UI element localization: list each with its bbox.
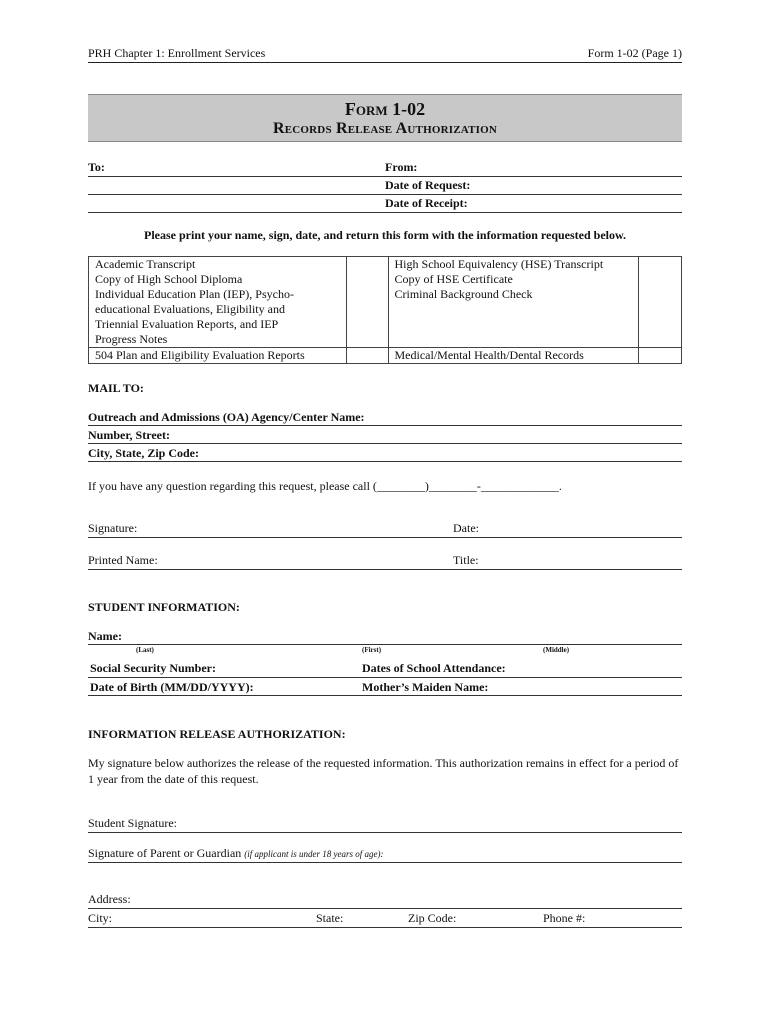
records-checkbox[interactable]: [638, 348, 681, 364]
header-right: Form 1-02 (Page 1): [587, 46, 682, 60]
signature-label: Signature:: [88, 521, 138, 535]
ssn-label: Social Security Number:: [90, 661, 216, 675]
records-checkbox[interactable]: [347, 257, 388, 348]
state-label: State:: [316, 911, 344, 925]
dob-line[interactable]: [88, 695, 682, 696]
city-state-line[interactable]: [88, 927, 682, 928]
records-medical: Medical/Mental Health/Dental Records: [388, 348, 638, 364]
middle-name-hint: (Middle): [543, 646, 570, 654]
city-label: City:: [88, 911, 113, 925]
header-divider: [88, 62, 682, 63]
parent-signature-block: [88, 846, 384, 861]
release-heading: INFORMATION RELEASE AUTHORIZATION:: [88, 727, 346, 741]
table-row: [89, 257, 682, 348]
parent-signature-line[interactable]: [88, 862, 682, 863]
phone-label: Phone #:: [543, 911, 586, 925]
from-line: [88, 176, 682, 177]
maiden-name-label: Mother’s Maiden Name:: [362, 680, 489, 694]
printed-name-line[interactable]: [88, 569, 682, 570]
date-of-request-label: Date of Request:: [385, 178, 471, 192]
signature-line[interactable]: [88, 537, 682, 538]
records-right-group: High School Equivalency (HSE) Transcript Copy of HSE Certificate Criminal Background Check: [388, 257, 638, 348]
from-label: From:: [385, 160, 418, 174]
instruction-text: Please print your name, sign, date, and return this form with the information requested below.: [144, 228, 626, 242]
zip-code-label: Zip Code:: [408, 911, 457, 925]
date-label: Date:: [453, 521, 479, 535]
header-left: PRH Chapter 1: Enrollment Services: [88, 46, 266, 60]
city-line[interactable]: [88, 461, 682, 462]
form-name-title: Records Release Authorization: [272, 120, 498, 137]
street-line[interactable]: [88, 443, 682, 444]
printed-name-label: Printed Name:: [88, 553, 158, 567]
question-text: If you have any question regarding this request, please call (________)________-_____________.: [88, 479, 562, 493]
agency-name-label: Outreach and Admissions (OA) Agency/Center Name:: [88, 410, 365, 424]
form-number-title: Form 1-02: [344, 99, 426, 119]
table-row: [89, 348, 682, 364]
student-signature-line[interactable]: [88, 832, 682, 833]
student-signature-label: Student Signature:: [88, 816, 177, 830]
date-of-receipt-label: Date of Receipt:: [385, 196, 468, 210]
address-label: Address:: [88, 892, 131, 906]
parent-signature-note: (if applicant is under 18 years of age):: [244, 849, 384, 859]
records-request-table: [88, 256, 682, 364]
dob-label: Date of Birth (MM/DD/YYYY):: [90, 680, 254, 694]
student-info-heading: STUDENT INFORMATION:: [88, 600, 240, 614]
records-checkbox[interactable]: [347, 348, 388, 364]
street-label: Number, Street:: [88, 428, 170, 442]
records-checkbox[interactable]: [638, 257, 681, 348]
records-left-group: Academic Transcript Copy of High School Diploma Individual Education Plan (IEP), Psycho- educational Evaluations, Eligibility and Triennial Evaluation Reports, and IEP Progress Notes: [89, 257, 347, 348]
release-text: My signature below authorizes the release of the requested information. This authorization remains in effect for a period of 1 year from the date of this request.: [88, 756, 679, 786]
ssn-line[interactable]: [88, 677, 682, 678]
title-label: Title:: [453, 553, 479, 567]
parent-signature-label: Signature of Parent or Guardian: [88, 846, 242, 860]
student-name-line[interactable]: [88, 644, 682, 645]
city-state-zip-label: City, State, Zip Code:: [88, 446, 199, 460]
to-label: To:: [88, 160, 105, 174]
last-name-hint: (Last): [136, 646, 154, 654]
records-504-plan: 504 Plan and Eligibility Evaluation Reports: [89, 348, 347, 364]
date-receipt-line: [88, 212, 682, 213]
address-line[interactable]: [88, 908, 682, 909]
attendance-label: Dates of School Attendance:: [362, 661, 506, 675]
mail-to-heading: MAIL TO:: [88, 381, 144, 395]
agency-line[interactable]: [88, 425, 682, 426]
date-request-line: [88, 194, 682, 195]
form-title-band: [88, 94, 682, 142]
student-name-label: Name:: [88, 629, 122, 643]
first-name-hint: (First): [362, 646, 382, 654]
